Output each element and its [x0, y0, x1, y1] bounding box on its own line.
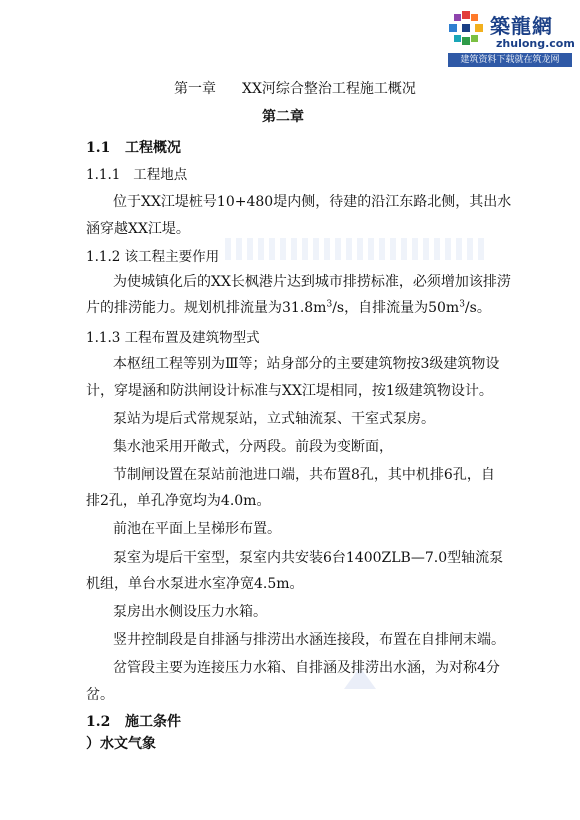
paragraph-line: 泵站为堤后式常规泵站，立式轴流泵、干室式泵房。	[113, 411, 435, 427]
text-run: 片的排涝能力。规划机排流量为31.8m	[86, 300, 327, 316]
zhulong-logo-icon	[446, 8, 486, 48]
section-title: 工程概况	[124, 140, 181, 156]
superscript: 3	[326, 299, 333, 310]
subsection-title: 工程地点	[133, 167, 188, 183]
paragraph-line: 岔。	[86, 687, 114, 703]
section-1-1-heading	[86, 137, 181, 157]
chapter-label: 第一章	[174, 81, 216, 97]
zhulong-logo	[446, 8, 574, 66]
paragraph-line: 涵穿越XX江堤。	[86, 221, 190, 237]
faint-watermark	[225, 238, 485, 260]
logo-domain: zhulong.com	[496, 37, 575, 50]
superscript: 3	[459, 299, 465, 310]
section-1-1-2-heading: 1.1.2 该工程主要作用	[86, 249, 220, 265]
paragraph-line: 集水池采用开敞式，分两段。前段为变断面，	[113, 439, 393, 455]
paragraph-line: 节制闸设置在泵站前池进口端，共布置8孔，其中机排6孔，自	[113, 467, 495, 483]
paragraph-line: 前池在平面上呈梯形布置。	[113, 521, 281, 537]
paragraph-line: 位于XX江堤桩号10+480堤内侧，待建的沿江东路北侧，其出水	[113, 194, 512, 210]
paragraph-line: 机组，单台水泵进水室净宽4.5m。	[86, 576, 304, 592]
document-title	[174, 78, 416, 98]
paragraph-line: 岔管段主要为连接压力水箱、自排涵及排涝出水涵，为对称4分	[113, 660, 500, 676]
paragraph-line: 为使城镇化后的XX长枫港片达到城市排捞标准，必须增加该排涝	[113, 274, 511, 290]
chapter-two-heading: 第二章	[262, 109, 304, 125]
subsection-hydrology-heading: ）水文气象	[86, 736, 156, 752]
section-1-1-3-heading: 1.1.3 工程布置及建筑物型式	[86, 330, 260, 346]
paragraph-line-flow-rates	[86, 297, 491, 317]
section-number: 1.1	[86, 140, 111, 156]
paragraph-line: 竖井控制段是自排涵与排涝出水涵连接段，布置在自排闸末端。	[113, 632, 505, 648]
subsection-number: 1.1.1	[86, 167, 121, 183]
title-text: XX河综合整治工程施工概况	[242, 81, 416, 97]
text-run: /s，自排流量为50m	[332, 300, 460, 316]
section-1-2-heading	[86, 711, 181, 731]
logo-name: 築龍網	[490, 14, 553, 38]
text-run: /s。	[464, 300, 491, 316]
section-number: 1.2	[86, 714, 111, 730]
paragraph-line: 排2孔，单孔净宽均为4.0m。	[86, 493, 271, 509]
logo-slogan: 建筑资料下载就在筑龙网	[448, 53, 572, 67]
paragraph-line: 泵房出水侧设压力水箱。	[113, 604, 267, 620]
section-1-1-1-heading	[86, 163, 187, 183]
paragraph-line: 泵室为堤后干室型，泵室内共安装6台1400ZLB—7.0型轴流泵	[113, 550, 504, 566]
section-title: 施工条件	[124, 714, 181, 730]
paragraph-line: 本枢纽工程等别为Ⅲ等；站身部分的主要建筑物按3级建筑物设	[113, 356, 500, 372]
paragraph-line: 计，穿堤涵和防洪闸设计标准与XX江堤相同，按1级建筑物设计。	[86, 383, 493, 399]
